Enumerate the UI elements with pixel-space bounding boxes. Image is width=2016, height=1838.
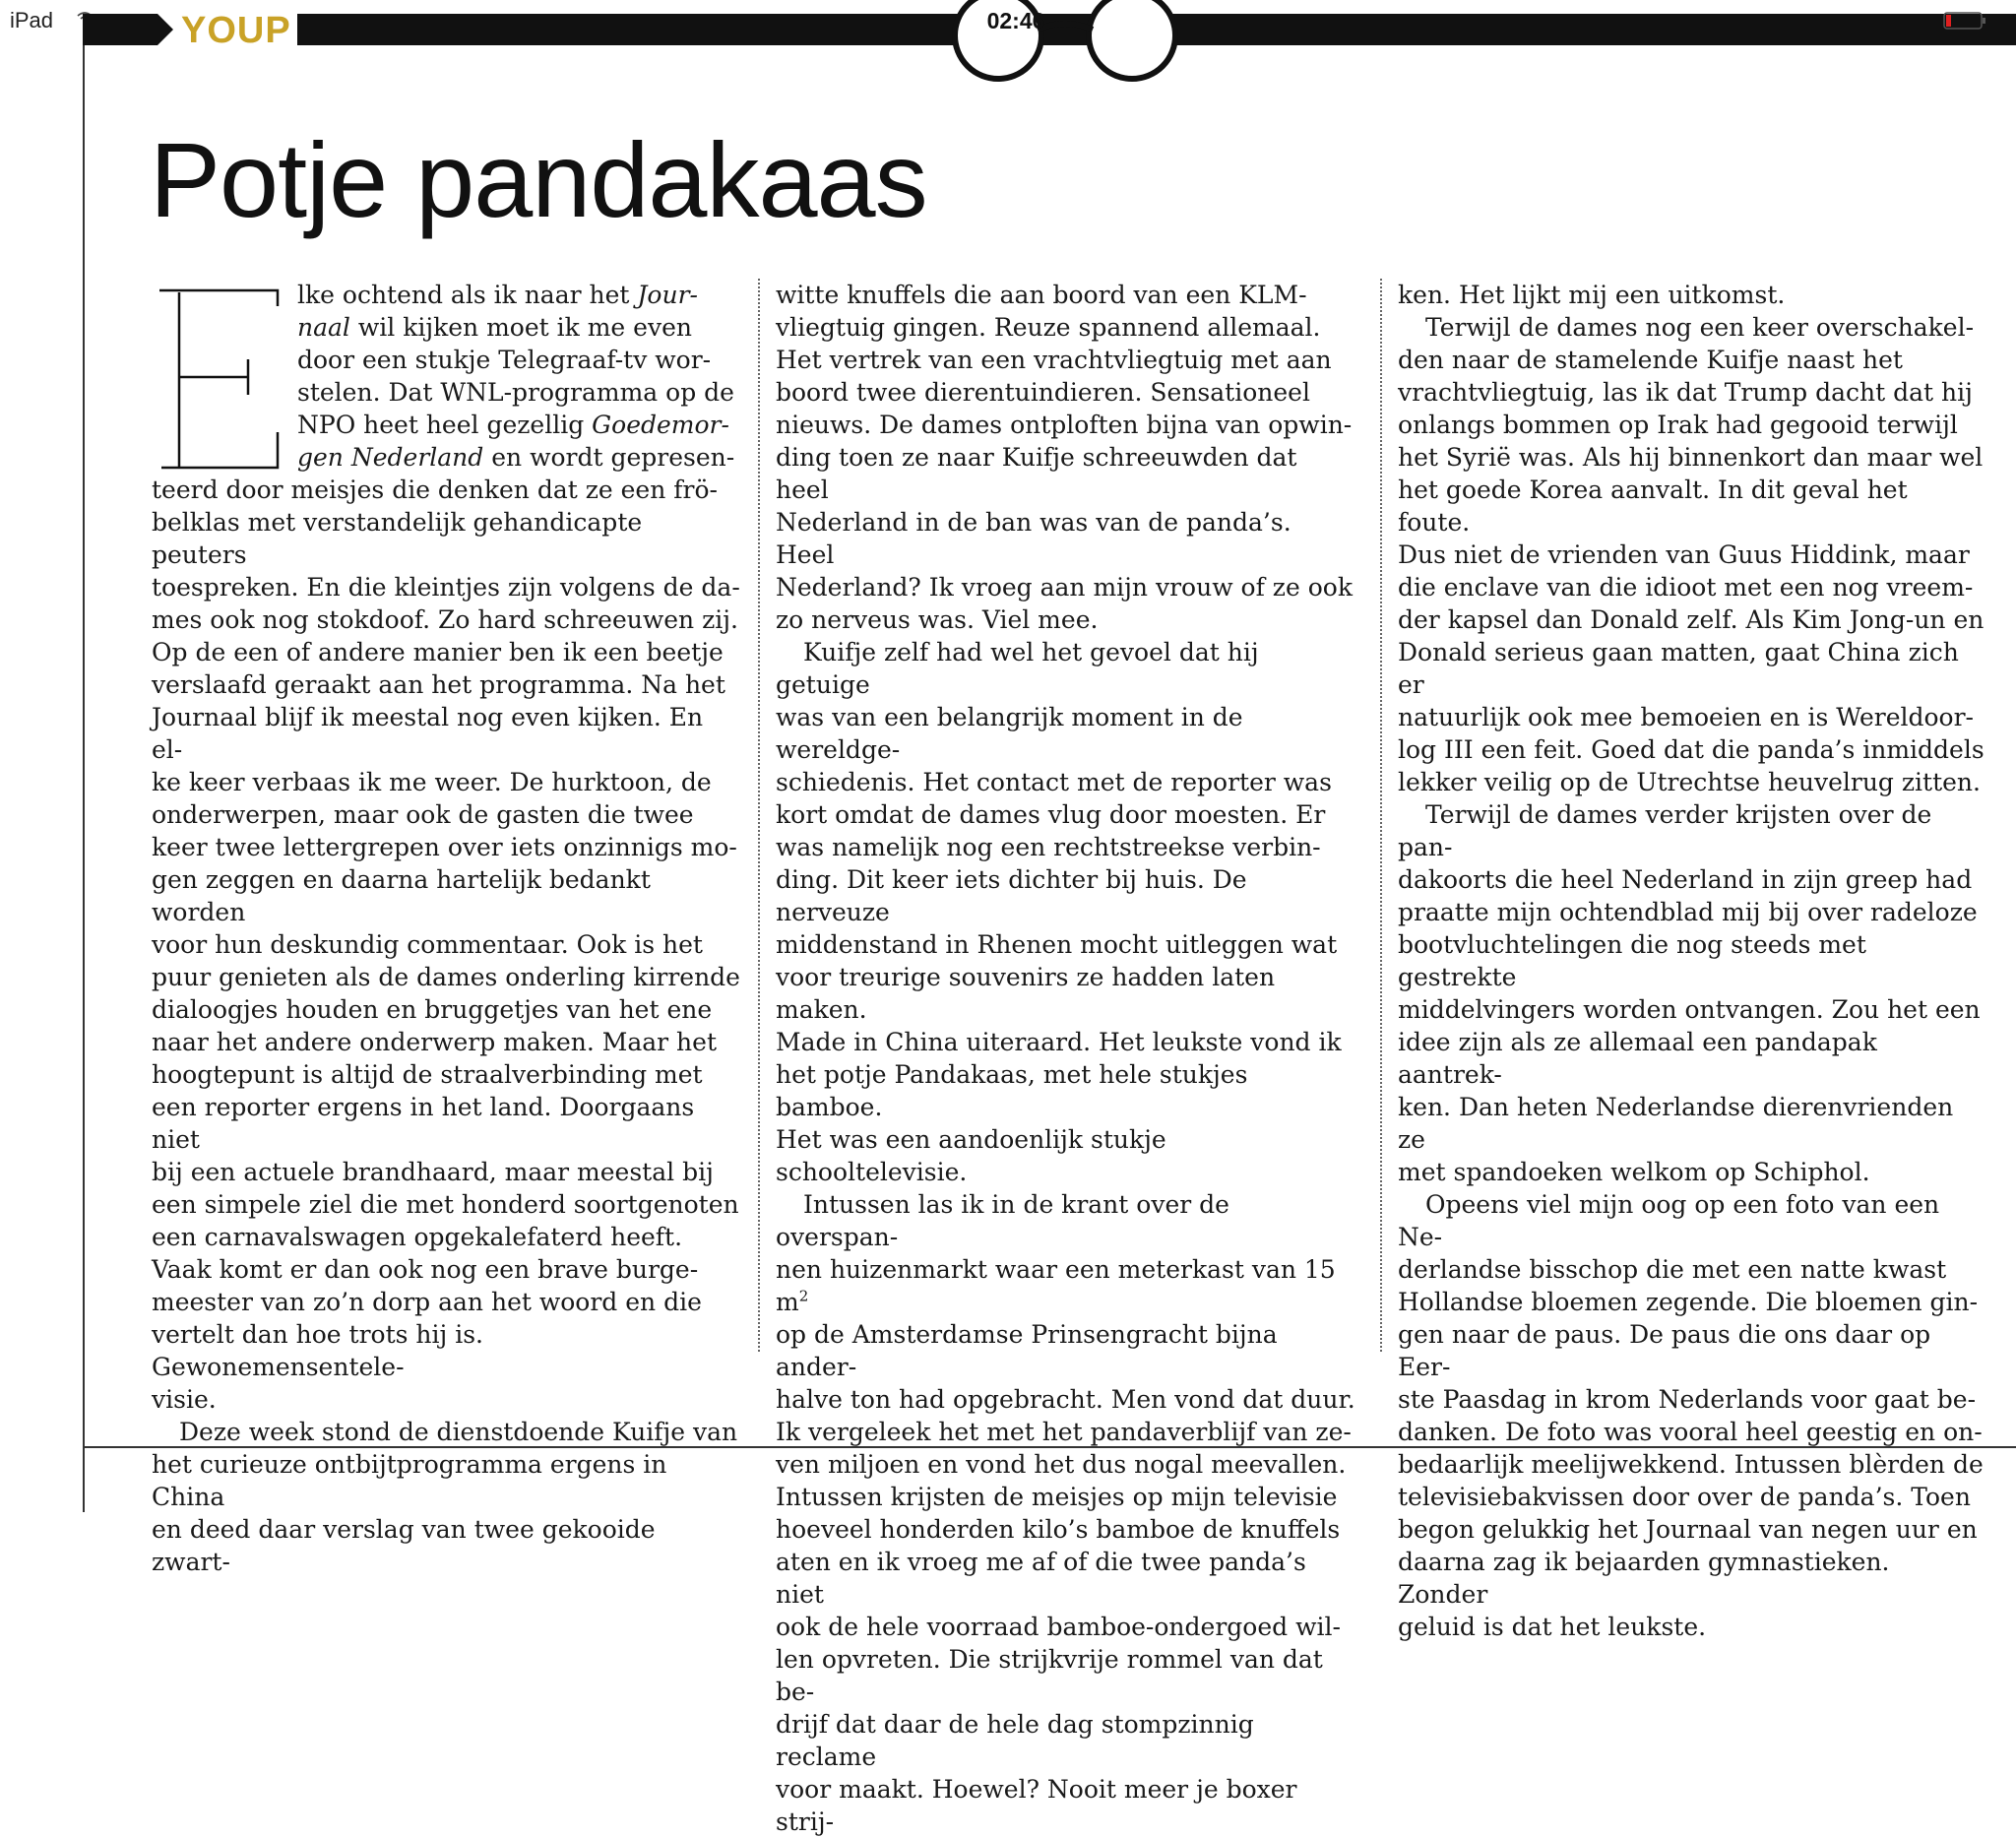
superscript: 2 [798,1287,809,1305]
paragraph: Terwijl de dames verder krijsten over de pan- dakoorts die heel Nederland in zijn greep had praatte mijn ochtendblad mij bij over radeloze bootvluchtelingen die nog steeds met gestrekte middelvingers worden ontvangen. Zou het een idee zijn als ze allemaal een pandapak aantrek- ken. Dan heten Nederlandse dierenvrienden ze met spandoeken welkom op Schiphol. [1398,800,1981,1186]
article-column-1 [152,279,740,1578]
drop-cap-e [152,285,284,472]
article-title: Potje pandakaas [150,120,927,239]
paragraph: ken. Het lijkt mij een uitkomst. [1398,281,1786,309]
page-border-left [83,45,85,1512]
column-rule [758,279,760,1352]
paragraph-lead: lke ochtend als ik naar het [297,281,638,309]
italic-title: Goedemor- gen Nederland [297,411,729,472]
status-time: 02:46 [986,8,1045,33]
paragraph: Deze week stond de dienstdoende Kuifje van het curieuze ontbijtprogramma ergens in China en deed daar verslag van twee gekooide zwart- [152,1418,738,1576]
paragraph [776,1188,1356,1838]
italic-title: Jour- naal [297,281,698,342]
glasses-icon [935,0,1201,89]
article-column-2 [776,279,1356,1838]
battery-icon [1943,11,1986,31]
paragraph: Kuifje zelf had wel het gevoel dat hij getuige was van een belangrijk moment in de wereldge- schiedenis. Het contact met de reporter was kort omdat de dames vlug door moesten. Er was namelijk nog een rechtstreekse verbin- ding. Dit keer iets dichter bij huis. De nerveuze middenstand in Rhenen mocht uitleggen wat voor treurige souvenirs ze hadden laten maken. Made in China uiteraard. Het leukste vond ik het potje Pandakaas, met hele stukjes bamboe. Het was een aandoenlijk stukje schooltelevisie. [776,638,1342,1186]
article-column-3 [1398,279,1986,1643]
brand-name: YOUP [181,10,291,51]
paragraph: Opeens viel mijn oog op een foto van een Ne- derlandse bisschop die met een natte kwast Hollandse bloemen zegende. Die bloemen gin- gen naar de paus. De paus die ons daar op Eer- ste Paasdag in krom Nederlands voor gaat be- danken. De foto was vooral heel geestig en on- bedaarlijk meelijwekkend. Intussen blèrden de televisiebakvissen door over de panda’s. Toen begon gelukkig het Journaal van negen uur en daarna zag ik bejaarden gymnastieken. Zonder geluid is dat het leukste. [1398,1190,1984,1641]
brand-notch [158,14,173,45]
device-name: iPad [10,8,54,32]
paragraph-part: Intussen las ik in de krant over de overspan- nen huizenmarkt waar een meterkast van 15 m [776,1190,1336,1316]
paragraph: Terwijl de dames nog een keer overschakel- den naar de stamelende Kuifje naast het vrachtvliegtuig, las ik dat Trump dacht dat hij onlangs bommen op Irak had gegooid terwijl het Syrië was. Als hij binnenkort dan maar wel het goede Korea aanvalt. In dit geval het foute. Dus niet de vrienden van Guus Hiddink, maar die enclave van die idioot met een nog vreem- der kapsel dan Donald zelf. Als Kim Jong-un en Donald serieus gaan matten, gaat China zich er natuurlijk ook mee bemoeien en is Wereldoor- log III een feit. Goed dat die panda’s inmiddels lekker veilig op de Utrechtse heuvelrug zitten. [1398,313,1984,796]
column-rule [1380,279,1382,1352]
paragraph-part: op de Amsterdamse Prinsengracht bijna ander- halve ton had opgebracht. Men vond dat duur. Ik vergeleek het met het pandaverblijf van ze- ven miljoen en vond het dus nogal meevallen. Intussen krijsten de meisjes op mijn televisie hoeveel honderden kilo’s bamboe de knuffels aten en ik vroeg me af of die twee panda’s niet ook de hele voorraad bamboe-ondergoed wil- len opvreten. Die strijkvrije rommel van dat be- drijf dat daar de hele dag stompzinnig reclame voor maakt. Hoewel? Nooit meer je boxer strij- [776,1320,1355,1836]
paragraph: witte knuffels die aan boord van een KLM- vliegtuig gingen. Reuze spannend allemaal. Het vertrek van een vrachtvliegtuig met aan boord twee dierentuindieren. Sensationeel nieuws. De dames ontploften bijna van opwin- ding toen ze naar Kuifje schreeuwden dat heel Nederland in de ban was van de panda’s. Heel Nederland? Ik vroeg aan mijn vrouw of ze ook zo nerveus was. Viel mee. [776,281,1353,634]
paragraph: lke ochtend als ik naar het Jour- naal wil kijken moet ik me even door een stukje Telegraaf-tv wor- stelen. Dat WNL-programma op de NPO heet heel gezellig Goedemor- gen Nederland en wordt gepresen- teerd door meisjes die denken dat ze een frö- belklas met verstandelijk gehandicapte peuters toespreken. En die kleintjes zijn volgens de da- mes ook nog stokdoof. Zo hard schreeuwen zij. Op de een of andere manier ben ik een beetje verslaafd geraakt aan het programma. Na het Journaal blijf ik meestal nog even kijken. En el- ke keer verbaas ik me weer. De hurktoon, de onderwerpen, maar ook de gasten die twee keer twee lettergrepen over iets onzinnigs mo- gen zeggen en daarna hartelijk bedankt worden voor hun deskundig commentaar. Ook is het puur genieten als de dames onderling kirrende dialoogjes houden en bruggetjes van het ene naar het andere onderwerp maken. Maar het hoogtepunt is altijd de straalverbinding met een reporter ergens in het land. Doorgaans niet bij een actuele brandhaard, maar meestal bij een simpele ziel die met honderd soortgenoten een carnavalswagen opgekalefaterd heeft. Vaak komt er dan ook nog een brave burge- meester van zo’n dorp aan het woord en die vertelt dan hoe trots hij is. Gewonemensentele- visie. [152,281,740,1414]
